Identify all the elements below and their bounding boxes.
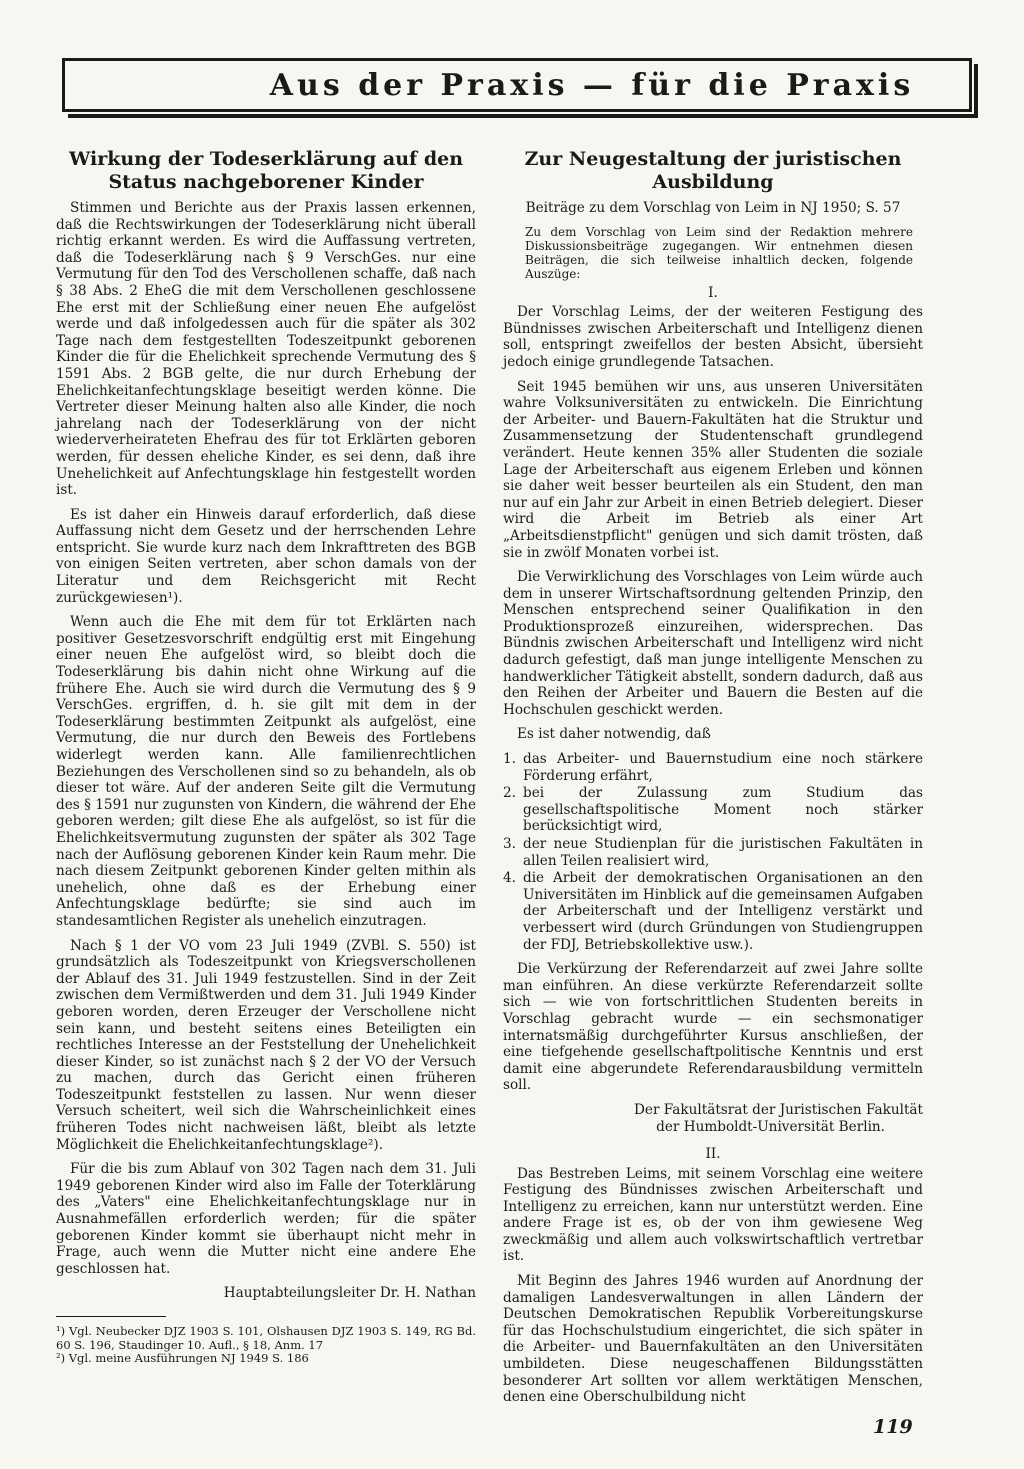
numbered-list [503, 751, 923, 953]
right-article-subtitle: Beiträge zu dem Vorschlag von Leim in NJ 1950; S. 57 [525, 200, 901, 216]
list-number: 2. [503, 785, 516, 802]
editorial-note: Zu dem Vorschlag von Leim sind der Redaktion mehrere Diskussionsbeiträge zugegangen. Wir entnehmen diesen Beiträgen, die sich teilweise inhaltlich decken, folgende Auszüge: [525, 224, 913, 281]
section-number: II. [705, 1145, 721, 1162]
right-paragraph: Der Vorschlag Leims, der der weiteren Festigung des Bündnisses zwischen Arbeiterschaft und Intelligenz dienen soll, entspringt zweifellos der besten Absicht, übersieht jedoch einige grundlegende Tatsachen. [503, 304, 923, 370]
list-item [503, 751, 923, 784]
right-paragraph: Es ist daher notwendig, daß [517, 726, 711, 743]
faculty-signature [503, 1102, 923, 1136]
left-article-title: Wirkung der Todeserklärung auf den Status nachgeborener Kinder [68, 148, 464, 193]
list-text: das Arbeiter- und Bauernstudium eine noch stärkere Förderung erfährt, [523, 751, 923, 784]
left-paragraph: Es ist daher ein Hinweis darauf erforderlich, daß diese Auffassung nicht dem Gesetz und der herrschenden Lehre entspricht. Sie wurde kurz nach dem Inkrafttreten des BGB von einigen Seiten vertreten, aber schon damals von der Literatur und dem Reichsgericht mit Recht zurückgewiesen¹). [56, 506, 476, 606]
left-signature: Hauptabteilungsleiter Dr. H. Nathan [223, 1285, 476, 1302]
right-paragraph: Die Verwirklichung des Vorschlages von Leim würde auch dem in unserer Wirtschaftsordnung geltenden Prinzip, den Menschen entsprechend seiner Qualifikation in den Produktionsprozeß einzureihen, widersprechen. Das Bündnis zwischen Arbeiterschaft und Intelligenz wird nicht dadurch gefestigt, daß man junge intelligente Menschen zu handwerklicher Tätigkeit abstellt, sondern dadurch, daß aus den Reihen der Arbeiter und Bauern die Besten auf die Hochschulen geschickt werden. [503, 569, 923, 718]
list-number: 3. [503, 836, 516, 852]
section-number: I. [708, 284, 718, 301]
footnote-divider [56, 1316, 166, 1317]
left-column [56, 148, 476, 1366]
page-number: 119 [873, 1416, 913, 1438]
right-paragraph: Mit Beginn des Jahres 1946 wurden auf Anordnung der damaligen Landesverwaltungen in allen Ländern der Deutschen Demokratischen Republik Vorbereitungskurse für das Hochschulstudium eingerichtet, die sich später in die Arbeiter- und Bauernfakultäten an den Universitäten umbildeten. Diese neugeschaffenen Bildungsstätten besonderer Art sollten vor allem werktätigen Menschen, denen eine Oberschulbildung nicht [503, 1273, 923, 1406]
list-text: der neue Studienplan für die juristischen Fakultäten in allen Teilen realisiert wird, [523, 836, 923, 869]
signature-line: Der Fakultätsrat der Juristischen Fakultät [634, 1101, 923, 1118]
right-article-title: Zur Neugestaltung der juristischen Ausbildung [524, 148, 902, 193]
list-number: 4. [503, 870, 516, 887]
list-item [503, 836, 923, 869]
section-title: Aus der Praxis — für die Praxis [269, 67, 915, 103]
left-paragraph: Wenn auch die Ehe mit dem für tot Erklärten nach positiver Gesetzesvorschrift endgültig erst mit Eingehung einer neuen Ehe aufgelöst wird, so bleibt doch die Todeserklärung bis dahin nicht ohne Wirkung auf die frühere Ehe. Auch sie wird durch die Vermutung des § 9 VerschGes. ergriffen, d. h. sie gilt mit dem in der Todeserklärung bestimmten Zeitpunkt als aufgelöst, eine Vermutung, die nur durch den Beweis des Fortlebens widerlegt werden kann. Alle familienrechtlichen Beziehungen des Verschollenen sind so zu behandeln, als ob dieser tot wäre. Auf der anderen Seite gilt die Vermutung des § 1591 nur zugunsten von Kindern, die während der Ehe geboren werden; gilt diese Ehe als aufgelöst, so ist für die Ehelichkeitsvermutung zugunsten der später als 302 Tage nach der Auflösung geborenen Kinder kein Raum mehr. Die nach diesem Zeitpunkt geborenen Kinder gelten mithin als unehelich, ohne daß es der Erhebung einer Anfechtungsklage bedürfte; sie sind auch im standesamtlichen Register als unehelich einzutragen. [56, 614, 476, 929]
list-number: 1. [503, 751, 516, 768]
list-text: die Arbeit der demokratischen Organisationen an den Universitäten im Hinblick auf die gemeinsamen Aufgaben der Arbeiterschaft und der Intelligenz verstärkt und verbessert wird (durch Gründungen von Studiengruppen der FDJ, Betriebskollektive usw.). [523, 870, 923, 953]
right-paragraph: Das Bestreben Leims, mit seinem Vorschlag eine weitere Festigung des Bündnisses zwischen Arbeiterschaft und Intelligenz zu erreichen, kann nur unterstützt werden. Eine andere Frage ist es, ob der von ihm gewiesene Weg zweckmäßig und allem auch volkswirtschaftlich vertretbar ist. [503, 1165, 923, 1265]
left-paragraph: Für die bis zum Ablauf von 302 Tagen nach dem 31. Juli 1949 geborenen Kinder wird also im Falle der Toterklärung des „Vaters" eine Ehelichkeitanfechtungsklage nur in Ausnahmefällen erforderlich werden; für die später geborenen Kinder kommt sie überhaupt nicht mehr in Frage, auch wenn die Mutter nicht eine andere Ehe geschlossen hat. [56, 1161, 476, 1277]
signature-line: der Humboldt-Universität Berlin. [656, 1118, 885, 1135]
left-paragraph: Stimmen und Berichte aus der Praxis lassen erkennen, daß die Rechtswirkungen der Todeserklärung nicht überall richtig erkannt werden. Es wird die Auffassung vertreten, daß die Todeserklärung nach § 9 VerschGes. nur eine Vermutung für den Tod des Verschollenen schaffe, daß nach § 38 Abs. 2 EheG die mit dem Verschollenen geschlossene Ehe erst mit der Schließung einer neuen Ehe aufgelöst werde und daß infolgedessen auch für die später als 302 Tage nach dem festgestellten Todeszeitpunkt geborenen Kinder die für die Ehelichkeit sprechende Vermutung des § 1591 Abs. 2 BGB gelte, die nur durch Erhebung der Ehelichkeitanfechtungsklage beseitigt werden könne. Die Vertreter dieser Meinung halten also alle Kinder, die noch jahrelang nach der Todeserklärung von der nicht wiederverheirateten Ehefrau des für tot Erklärten geboren werden, für dessen eheliche Kinder, es sei denn, daß ihre Unehelichkeit auf Anfechtungsklage hin festgestellt worden ist. [56, 200, 476, 499]
list-item [503, 870, 923, 953]
footnote: ¹) Vgl. Neubecker DJZ 1903 S. 101, Olshausen DJZ 1903 S. 149, RG Bd. 60 S. 196, Staudinger 10. Aufl., § 18, Anm. 17 [56, 1324, 476, 1352]
left-paragraph: Nach § 1 der VO vom 23 Juli 1949 (ZVBl. S. 550) ist grundsätzlich als Todeszeitpunkt von Kriegsverschollenen der Ablauf des 31. Juli 1949 festzustellen. Sind in der Zeit zwischen dem Vermißtwerden und dem 31. Juli 1949 Kinder geboren worden, deren Erzeuger der Verschollene nicht sein kann, und besteht seitens eines Beteiligten ein rechtliches Interesse an der Feststellung der Unehelichkeit dieser Kinder, so ist zunächst nach § 2 der VO der Versuch zu machen, durch das Gericht einen früheren Todeszeitpunkt feststellen zu lassen. Nur wenn dieser Versuch scheitert, weil sich die Wahrscheinlichkeit eines früheren Todes nicht nachweisen läßt, bleibt als letzte Möglichkeit die Ehelichkeitanfechtungsklage²). [56, 937, 476, 1153]
right-paragraph: Seit 1945 bemühen wir uns, aus unseren Universitäten wahre Volksuniversitäten zu entwickeln. Die Einrichtung der Arbeiter- und Bauern-Fakultäten hat die Struktur und Zusammensetzung der Studentenschaft grundlegend verändert. Heute kennen 35% aller Studenten die soziale Lage der Arbeiterschaft aus eigenem Erleben und können sie daher weit besser beurteilen als ein Student, den man nur auf ein Jahr zur Arbeit in einen Betrieb delegiert. Dieser wird die Arbeit im Betrieb als einer Art „Arbeitsdienstpflicht" genügen und sich damit trösten, daß sie in zwölf Monaten vorbei ist. [503, 378, 923, 561]
list-text: bei der Zulassung zum Studium das gesellschaftspolitische Moment noch stärker berücksichtigt wird, [523, 785, 923, 835]
footnote: ²) Vgl. meine Ausführungen NJ 1949 S. 186 [56, 1351, 309, 1365]
right-column [503, 148, 923, 1414]
list-item [503, 785, 923, 835]
right-paragraph: Die Verkürzung der Referendarzeit auf zwei Jahre sollte man einführen. An diese verkürzte Referendarzeit sollte sich — wie von fortschrittlichen Studenten bereits in Vorschlag gebracht wurde — ein sechsmonatiger internatsmäßig durchgeführter Kursus anschließen, der eine tiefgehende gesellschaftpolitische Kenntnis und erst damit eine abgerundete Referendarausbildung vermitteln soll. [503, 961, 923, 1094]
section-header [62, 58, 972, 112]
